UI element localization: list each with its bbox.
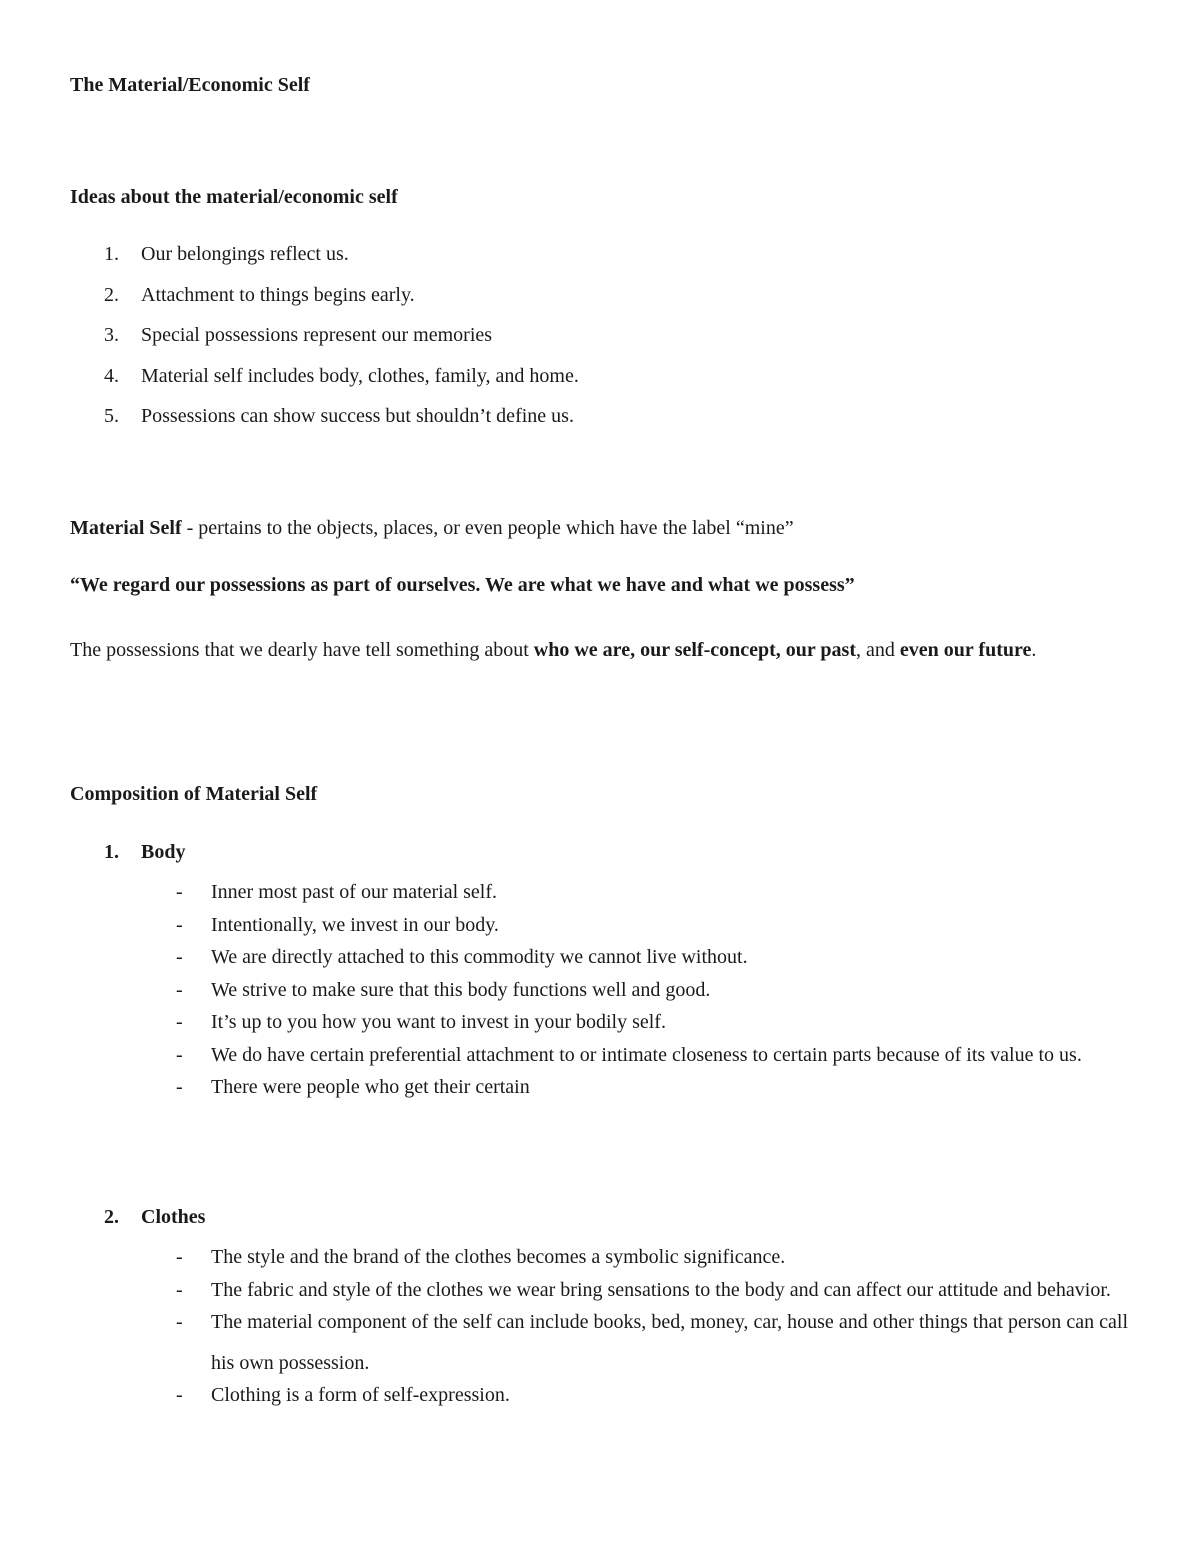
possessions-paragraph (70, 630, 1128, 670)
paragraph-text: , and (856, 639, 900, 661)
document-title: The Material/Economic Self (70, 74, 310, 96)
bullet-list (70, 1237, 1128, 1416)
section-number: 2. (104, 1206, 119, 1228)
list-item-text: Attachment to things begins early. (141, 283, 415, 306)
bullet-text: Inner most past of our material self. (211, 881, 498, 903)
ideas-heading: Ideas about the material/economic self (70, 186, 398, 208)
material-self-definition (70, 517, 794, 540)
list-item-text: Possessions can show success but shouldn’t define us. (141, 405, 574, 428)
bullet-list (70, 872, 1128, 1108)
bullet-text: Clothing is a form of self-expression. (211, 1384, 510, 1406)
list-item (70, 323, 579, 364)
dash-bullet-icon: - (176, 1043, 183, 1066)
bullet-text: We are directly attached to this commodity we cannot live without. (211, 946, 748, 968)
bullet-item (70, 1375, 1128, 1416)
list-item-text: Our belongings reflect us. (141, 243, 349, 265)
section-body (70, 840, 1128, 1108)
possessions-quote: “We regard our possessions as part of ourselves. We are what we have and what we possess” (70, 574, 855, 596)
dash-bullet-icon: - (176, 913, 183, 936)
composition-heading: Composition of Material Self (70, 783, 318, 805)
list-number: 1. (104, 243, 119, 265)
dash-bullet-icon: - (176, 1246, 183, 1268)
bullet-item (70, 1067, 1128, 1108)
dash-bullet-icon: - (176, 946, 183, 968)
list-number: 5. (104, 405, 119, 428)
list-item-text: Special possessions represent our memories (141, 324, 493, 347)
list-number: 3. (104, 324, 119, 347)
section-title-text: Body (141, 841, 186, 863)
paragraph-bold-text: even our future (899, 639, 1032, 661)
dash-bullet-icon: - (176, 1076, 183, 1098)
dash-bullet-icon: - (176, 1011, 183, 1033)
dash-bullet-icon: - (176, 978, 183, 1001)
list-item (70, 404, 579, 445)
definition-text: - pertains to the objects, places, or even people which have the label “mine” (181, 517, 794, 539)
bullet-text: There were people who get their certain (211, 1076, 530, 1098)
paragraph-text: . (1031, 639, 1037, 661)
dash-bullet-icon: - (176, 1311, 183, 1333)
list-number: 2. (104, 283, 119, 306)
bullet-item (70, 1302, 1128, 1383)
bullet-text: We strive to make sure that this body functions well and good. (211, 978, 711, 1001)
section-title-text: Clothes (141, 1206, 206, 1228)
dash-bullet-icon: - (176, 881, 183, 903)
list-item (70, 242, 579, 283)
bullet-text: The material component of the self can include books, bed, money, car, house and other things that person can call his own possession. (211, 1311, 1128, 1374)
ideas-list (70, 242, 579, 445)
paragraph-bold-text: who we are, our self-concept, our past (533, 639, 856, 661)
definition-term: Material Self (70, 517, 182, 539)
dash-bullet-icon: - (176, 1384, 183, 1406)
list-item (70, 283, 579, 324)
bullet-text: Intentionally, we invest in our body. (211, 913, 499, 936)
dash-bullet-icon: - (176, 1278, 183, 1301)
list-number: 4. (104, 364, 119, 387)
section-number: 1. (104, 841, 119, 863)
list-item (70, 364, 579, 405)
bullet-text: We do have certain preferential attachment to or intimate closeness to certain parts because of its value to us. (211, 1043, 1082, 1066)
bullet-text: The style and the brand of the clothes becomes a symbolic significance. (211, 1246, 786, 1268)
paragraph-text: The possessions that we dearly have tell something about (70, 639, 534, 661)
bullet-text: The fabric and style of the clothes we wear bring sensations to the body and can affect our attitude and behavior. (211, 1278, 1111, 1301)
bullet-text: It’s up to you how you want to invest in your bodily self. (211, 1011, 666, 1033)
section-clothes (70, 1205, 1128, 1416)
list-item-text: Material self includes body, clothes, family, and home. (141, 364, 579, 387)
